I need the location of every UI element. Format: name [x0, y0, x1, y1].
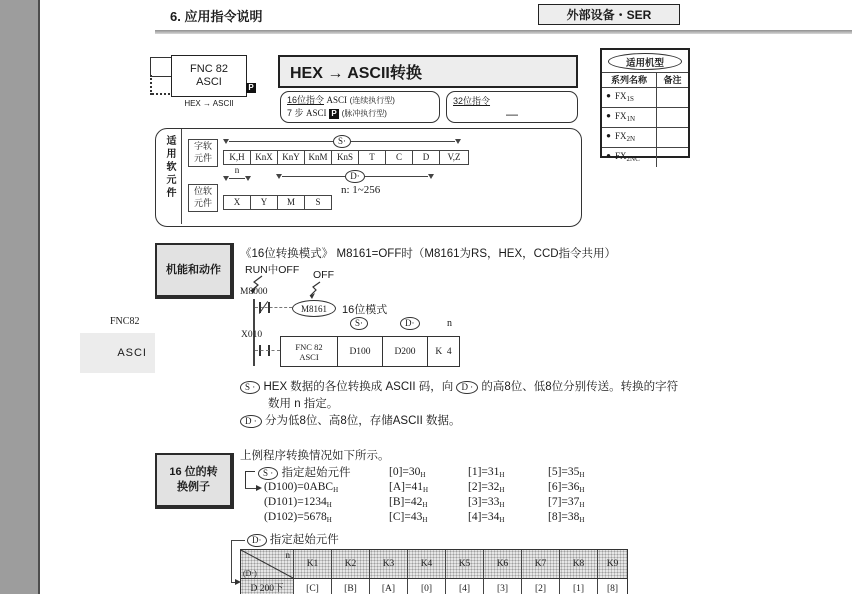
- dash-32bit: —: [506, 107, 518, 121]
- conv-cell: [468, 511, 504, 524]
- run-off-note: RUN中OFF: [245, 264, 300, 276]
- model-base: FX: [615, 91, 627, 101]
- n-span-line: [229, 178, 245, 179]
- corner-d: (D·): [243, 569, 257, 578]
- format-16bit-box: [280, 91, 440, 123]
- steps-label: 7 步: [287, 108, 304, 118]
- word-device-label-1: 字软: [193, 141, 212, 151]
- val: [7]=37: [548, 496, 580, 508]
- fnc-mnemonic: ASCI: [196, 76, 222, 88]
- off-note: OFF: [313, 269, 334, 281]
- hex-sub: H: [579, 501, 585, 509]
- hex-sub: H: [422, 486, 429, 494]
- mnemonic-16bit: ASCI: [326, 95, 348, 105]
- margin-tab-asci[interactable]: ASCI: [80, 333, 155, 373]
- device-cell: D: [413, 150, 440, 165]
- models-header-row: [602, 72, 688, 87]
- row-value: [C]: [294, 579, 332, 594]
- arrowhead-right-icon: [256, 485, 262, 491]
- hex-sub: H: [422, 501, 428, 509]
- conv-cell: [389, 511, 427, 524]
- model-note: [657, 148, 688, 167]
- col-header: K8: [560, 550, 598, 578]
- section-badge: 外部设备・SER: [538, 4, 680, 25]
- d-span-line: [282, 176, 345, 177]
- row-value: [3]: [484, 579, 522, 594]
- hex-sub: H: [499, 501, 505, 509]
- label-16bit: 16位指令: [287, 95, 325, 105]
- corner-cell: [241, 550, 294, 578]
- corner-n: n: [285, 550, 290, 560]
- operand-divider: [181, 129, 182, 224]
- conv-cell: [389, 481, 428, 494]
- instr-fnc-line2: ASCI: [299, 351, 319, 362]
- val: [4]=34: [468, 511, 500, 523]
- model-row: [602, 107, 688, 127]
- hex-sub: H: [422, 516, 428, 524]
- s-oval-ladder: S·: [350, 317, 368, 330]
- model-dot: ●: [606, 111, 611, 120]
- model-base: FX: [615, 131, 627, 141]
- rung2-wire: [255, 350, 280, 351]
- val: (D100)=0ABC: [264, 481, 334, 493]
- instr-cell-d: D200: [383, 337, 428, 366]
- s-desc-text1: HEX 数据的各位转换成 ASCII 码，向: [263, 381, 454, 393]
- n-operand-span: [223, 176, 251, 181]
- col-header: K1: [294, 550, 332, 578]
- x010-label: X010: [241, 330, 263, 340]
- s-desc-d-oval: D ·: [456, 381, 478, 394]
- s-operand-oval: S·: [333, 135, 351, 148]
- hex-sub: H: [579, 516, 585, 524]
- n-operand-label: n: [234, 165, 240, 175]
- m8161-coil: M8161: [292, 300, 336, 317]
- d-operand-span: [276, 170, 434, 183]
- val: [5]=35: [548, 466, 580, 478]
- d-start-line: [247, 531, 339, 547]
- result-table-header: [241, 550, 627, 578]
- model-dot: ●: [606, 91, 611, 100]
- device-cell: X: [223, 195, 251, 210]
- model-dot: ●: [606, 151, 611, 160]
- d-start-oval: D·: [247, 534, 267, 547]
- conv-cell: [389, 466, 425, 479]
- fnc-caption: HEX → ASCII: [184, 99, 234, 108]
- val: [1]=31: [468, 466, 500, 478]
- word-device-label: [188, 139, 218, 167]
- model-name: [615, 128, 657, 147]
- bit-device-label-1: 位软: [193, 186, 212, 196]
- instr-cell-s: D100: [338, 337, 383, 366]
- hex-sub: H: [499, 516, 505, 524]
- fnc-number: FNC 82: [190, 63, 228, 75]
- row-value: [8]: [606, 584, 619, 594]
- mini-ladder-wire: [152, 93, 170, 96]
- chapter-title: 6. 应用指令说明: [170, 9, 263, 24]
- models-table: [600, 48, 690, 163]
- m8000-label: M8000: [240, 287, 268, 297]
- col-header: K7: [522, 550, 560, 578]
- val: (D102)=5678: [264, 511, 327, 523]
- d-span-line: [365, 176, 428, 177]
- model-name: [615, 88, 657, 107]
- mnemonic-16bit-p: ASCI: [306, 108, 327, 118]
- s-bracket-arrow-line: [245, 488, 256, 489]
- nc-contact-bar: [268, 302, 270, 313]
- arrowhead-icon: [245, 176, 251, 181]
- example-btn-line2: 换例子: [177, 481, 210, 493]
- operand-side-label: 适用软元件: [164, 135, 175, 200]
- d-description: [240, 412, 460, 428]
- model-name: [615, 108, 657, 127]
- off-arrow-icon: [306, 281, 322, 299]
- hex-sub: H: [579, 471, 585, 479]
- model-note: [657, 108, 688, 127]
- model-note: [657, 128, 688, 147]
- s-start-line: [258, 464, 350, 480]
- result-table: [240, 549, 628, 594]
- row-value: [B]: [332, 579, 370, 594]
- bit-device-label-2: 元件: [193, 198, 212, 208]
- hex-sub: H: [326, 516, 332, 524]
- d-oval-ladder: D·: [400, 317, 420, 330]
- val: (D101)=1234: [264, 496, 327, 508]
- arrowhead-icon: [455, 139, 461, 144]
- exec-pulse: (脉冲执行型): [341, 109, 387, 118]
- d-start-bracket-top: [231, 540, 245, 541]
- hex-sub: H: [499, 486, 505, 494]
- ladder-instruction-box: [280, 336, 460, 367]
- n-range: n: 1~256: [341, 184, 381, 196]
- conv-cell: [548, 466, 584, 479]
- word-device-label-2: 元件: [193, 153, 212, 163]
- section-button-example[interactable]: [155, 453, 234, 509]
- bit-device-label: [188, 184, 218, 212]
- model-row: [602, 127, 688, 147]
- device-cell: M: [278, 195, 305, 210]
- viewer-gutter: [0, 0, 38, 594]
- s-desc-text3: 数用 n 指定。: [268, 398, 339, 410]
- row-value: [4]: [446, 579, 484, 594]
- val: [2]=32: [468, 481, 500, 493]
- s-description: [240, 379, 700, 413]
- val: [3]=33: [468, 496, 500, 508]
- val: [8]=38: [548, 511, 580, 523]
- mini-ladder-rail: [150, 75, 154, 95]
- d-start-bracket-vert: [231, 540, 232, 583]
- models-title-oval: 适用机型: [608, 53, 682, 70]
- model-sub: 1N: [626, 115, 636, 123]
- bit-device-row: [223, 195, 332, 210]
- model-sub: 2NC: [626, 155, 640, 163]
- result-table-row: [241, 578, 627, 594]
- d100-value: [264, 481, 338, 494]
- device-cell: KnX: [251, 150, 278, 165]
- s-operand-span: [223, 135, 461, 148]
- instr-cell-fnc: [281, 337, 338, 366]
- val: [C]=43: [389, 511, 423, 523]
- device-cell: C: [386, 150, 413, 165]
- pulse-p-badge-small: P: [329, 109, 339, 119]
- d-operand-oval: D·: [345, 170, 365, 183]
- models-col-note: 备注: [663, 75, 682, 85]
- hex-sub: H: [420, 471, 426, 479]
- val: [A]=41: [389, 481, 423, 493]
- model-base: FX: [615, 111, 627, 121]
- val: [6]=36: [548, 481, 580, 493]
- arrowhead-icon: [428, 174, 434, 179]
- pulse-p-badge: P: [246, 83, 256, 93]
- conv-cell: [548, 481, 584, 494]
- device-cell: KnM: [305, 150, 332, 165]
- row-value: [2]: [522, 579, 560, 594]
- model-row: [602, 87, 688, 107]
- col-header: K2: [332, 550, 370, 578]
- section-button-function[interactable]: 机能和动作: [155, 243, 234, 299]
- example-btn-line1: 16 位的转: [169, 466, 218, 478]
- val: [0]=30: [389, 466, 421, 478]
- model-name: [615, 148, 657, 167]
- example-intro: 上例程序转换情况如下所示。: [240, 450, 390, 462]
- exec-continuous: (连续执行型): [349, 96, 395, 105]
- row-value: [0]: [408, 579, 446, 594]
- operand-box: [155, 128, 582, 227]
- s-span-line: [229, 141, 333, 142]
- s-start-oval: S ·: [258, 467, 278, 480]
- d-desc-text: 分为低8位、高8位，存储ASCII 数据。: [264, 415, 461, 427]
- format-32bit-box: [446, 91, 578, 123]
- s-bracket: [245, 471, 255, 489]
- device-cell: K,H: [223, 150, 251, 165]
- hex-sub: H: [579, 486, 585, 494]
- s-desc-oval: S ·: [240, 381, 260, 394]
- word-device-row: [223, 150, 469, 165]
- conv-cell: [389, 496, 427, 509]
- col-header: K6: [484, 550, 522, 578]
- device-cell: KnY: [278, 150, 305, 165]
- mini-ladder-rung: [150, 57, 172, 77]
- mode-line: 《16位转换模式》 M8161=OFF时（M8161为RS，HEX，CCD指令共用）: [240, 248, 617, 260]
- row-value: [1]: [560, 579, 598, 594]
- d101-value: [264, 496, 332, 509]
- model-row: [602, 147, 688, 167]
- page-edge-line: [38, 0, 40, 594]
- device-cell: KnS: [332, 150, 359, 165]
- conv-cell: [468, 466, 504, 479]
- instr-fnc-line1: FNC 82: [295, 341, 323, 352]
- col-header: K5: [446, 550, 484, 578]
- row-value: [A]: [370, 579, 408, 594]
- conv-cell: [468, 481, 504, 494]
- model-sub: 2N: [626, 135, 636, 143]
- device-cell: S: [305, 195, 332, 210]
- mode16-label: 16位模式: [342, 304, 388, 316]
- conv-cell: [468, 496, 504, 509]
- model-base: FX: [615, 151, 627, 161]
- row-label: D 200下: [241, 579, 294, 594]
- device-cell: Y: [251, 195, 278, 210]
- model-sub: 1S: [626, 95, 634, 103]
- s-desc-text2: 的高8位、低8位分别传送。转换的字符: [481, 381, 679, 393]
- s-span-line: [351, 141, 455, 142]
- d-start-text: 指定起始元件: [269, 534, 339, 546]
- device-cell: T: [359, 150, 386, 165]
- col-header: K9: [598, 550, 627, 578]
- col-header: K4: [408, 550, 446, 578]
- instruction-title: HEX → ASCII转换: [278, 55, 578, 88]
- d-desc-oval: D ·: [240, 415, 262, 428]
- n-label-ladder: n: [447, 318, 452, 329]
- d102-value: [264, 511, 332, 524]
- rung1-wire: [255, 307, 292, 308]
- val: [B]=42: [389, 496, 423, 508]
- hex-sub: H: [326, 501, 332, 509]
- conv-cell: [548, 511, 584, 524]
- instr-cell-n: K 4: [435, 346, 452, 357]
- header-divider: [155, 30, 852, 34]
- hex-sub: H: [499, 471, 505, 479]
- fnc-instruction-box: [171, 55, 247, 97]
- hex-sub: H: [333, 486, 339, 494]
- label-32bit: 32位指令: [453, 96, 491, 106]
- col-header: K3: [370, 550, 408, 578]
- device-cell: V,Z: [440, 150, 469, 165]
- models-col-name: 系列名称: [602, 73, 657, 87]
- model-dot: ●: [606, 131, 611, 140]
- conv-cell: [548, 496, 584, 509]
- margin-fnc-label: FNC82: [110, 316, 140, 327]
- model-note: [657, 88, 688, 107]
- s-start-text: 指定起始元件: [281, 467, 351, 479]
